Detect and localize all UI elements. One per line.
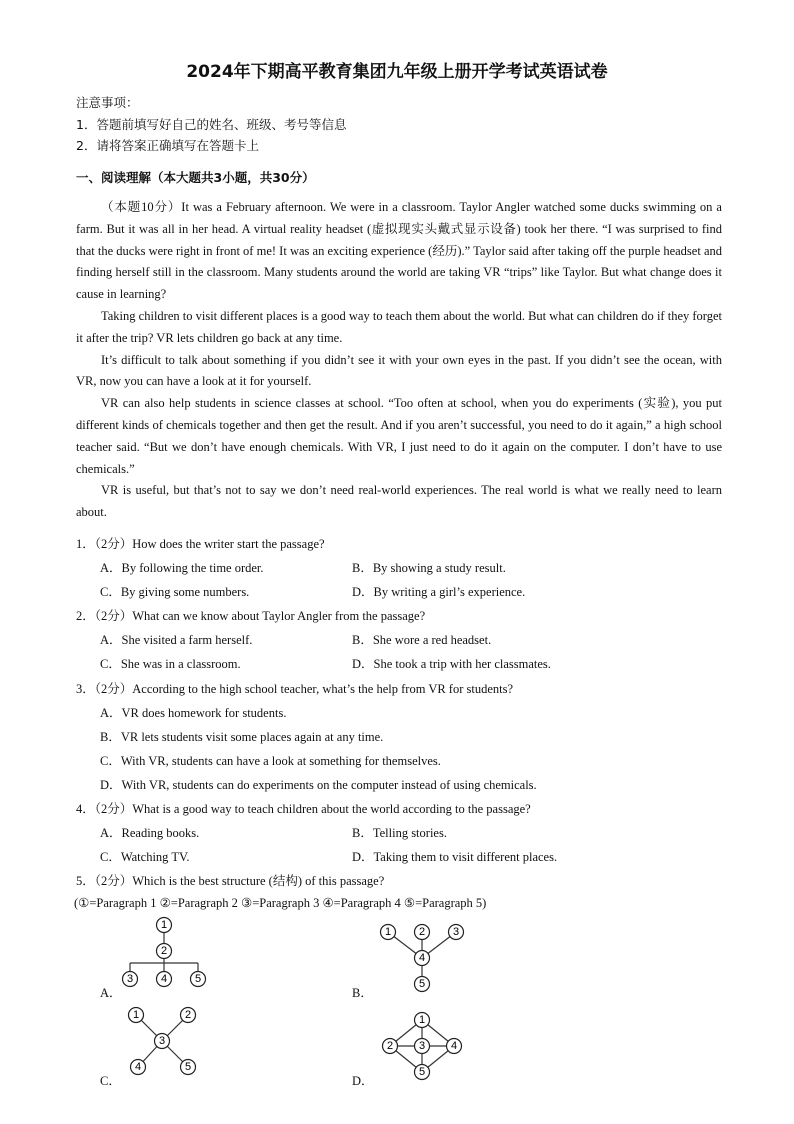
option-d[interactable]: D．She took a trip with her classmates. [352,657,551,671]
svg-text:1: 1 [418,1014,426,1026]
diagram-node [447,1039,462,1054]
option-c[interactable]: C．With VR, students can have a look at something for themselves. [100,754,441,768]
option-b[interactable]: B．She wore a red headset. [352,633,492,647]
diagram-node [415,977,430,992]
diagram-node [415,1013,430,1028]
option-b[interactable]: B．By showing a study result. [352,561,506,575]
notice-item: 1．答题前填写好自己的姓名、班级、考号等信息 [76,117,347,132]
diagram-node [415,1065,430,1080]
svg-text:2: 2 [160,945,168,957]
option-a[interactable]: A． [100,986,122,1000]
svg-text:5: 5 [418,978,426,990]
diagram-node [131,1060,146,1075]
svg-text:4: 4 [418,952,426,964]
paragraph-4: VR can also help students in science classes at school. “Too often at school, when you do experiments (实验), you put different kinds of chemicals together and then get the result. And if you aren’t successful, you need to do it again,” a high school teacher said. “But we don’t have enough chemicals. With VR, I just need to do it again on the computer. I don’t have to use chemicals.” [76,396,722,476]
svg-text:1: 1 [384,926,392,938]
option-b[interactable]: B．VR lets students visit some places again at any time. [100,730,384,744]
option-d[interactable]: D．With VR, students can do experiments on the computer instead of using chemicals. [100,778,537,792]
diagram-node [383,1039,398,1054]
diagram-node [123,972,138,987]
question-stem: 3．（2分）According to the high school teacher, what’s the help from VR for students? [76,682,514,696]
question-stem: 5．（2分）Which is the best structure (结构) of this passage? [76,874,385,888]
question-stem: 1．（2分）How does the writer start the passage? [76,537,325,551]
option-b[interactable]: B．Telling stories. [352,826,447,840]
option-c[interactable]: C．By giving some numbers. [100,585,250,599]
diagram-node [415,925,430,940]
notice-item: 2．请将答案正确填写在答题卡上 [76,138,259,153]
diagram-node [381,925,396,940]
option-a[interactable]: A．She visited a farm herself. [100,633,253,647]
diagram-node [415,1039,430,1054]
structure-diagram-d[interactable] [372,1010,472,1082]
svg-text:1: 1 [132,1009,140,1021]
diagram-node [155,1034,170,1049]
page-title: 2024年下期高平教育集团九年级上册开学考试英语试卷 [186,62,608,82]
option-b[interactable]: B． [352,986,373,1000]
svg-text:5: 5 [418,1066,426,1078]
svg-text:3: 3 [418,1040,426,1052]
diagram-node [449,925,464,940]
svg-text:2: 2 [386,1040,394,1052]
question-stem: 4．（2分）What is a good way to teach children about the world according to the passage? [76,802,531,816]
notice-heading: 注意事项： [76,95,139,110]
option-d[interactable]: D．By writing a girl’s experience. [352,585,526,599]
option-c[interactable]: C．She was in a classroom. [100,657,241,671]
option-a[interactable]: A．VR does homework for students. [100,706,287,720]
paragraph-3: It’s difficult to talk about something if you didn’t see it with your own eyes in the past. If you didn’t see the ocean, with VR, now you can have a look at it for yourself. [76,352,722,389]
svg-text:4: 4 [450,1040,458,1052]
option-d[interactable]: D．Taking them to visit different places. [352,850,558,864]
question-stem: 2．（2分）What can we know about Taylor Angler from the passage? [76,609,426,623]
svg-text:5: 5 [184,1061,192,1073]
paragraph-legend: (①=Paragraph 1 ②=Paragraph 2 ③=Paragraph 3 ④=Paragraph 4 ⑤=Paragraph 5) [74,896,487,910]
structure-diagram-b[interactable] [370,920,480,1000]
svg-text:2: 2 [418,926,426,938]
option-a[interactable]: A．By following the time order. [100,561,264,575]
diagram-node [415,951,430,966]
diagram-node [157,944,172,959]
reading-passage [76,197,722,524]
option-c[interactable]: C．Watching TV. [100,850,190,864]
diagram-node [181,1060,196,1075]
svg-text:2: 2 [184,1009,192,1021]
diagram-node [129,1008,144,1023]
option-a[interactable]: A．Reading books. [100,826,200,840]
option-c[interactable]: C． [100,1074,121,1088]
diagram-node [157,918,172,933]
svg-text:5: 5 [194,973,202,985]
diagram-node [191,972,206,987]
structure-diagram-a[interactable] [110,915,220,995]
section-heading: 一、阅读理解（本大题共3小题，共30分） [76,170,315,185]
svg-text:3: 3 [452,926,460,938]
svg-text:1: 1 [160,919,168,931]
paragraph-1: （本题10分）It was a February afternoon. We were in a classroom. Taylor Angler watched some ducks swimming on a farm. But it was all in her head. A virtual reality headset (虚拟现实头戴式显示设备) took her there. “I was surprised to find that the ducks were right in front of me! It was an exciting experience (经历).” Taylor said after taking off the purple headset and finding herself still in the classroom. Many students around the world are taking VR “trips” like Taylor. But what change does it cause in learning? [76,200,722,302]
paragraph-5: VR is useful, but that’s not to say we don’t need real-world experiences. The real world is what we really need to learn about. [76,483,722,520]
svg-text:4: 4 [160,973,168,985]
svg-text:3: 3 [158,1035,166,1047]
diagram-node [157,972,172,987]
svg-text:4: 4 [134,1061,142,1073]
option-d[interactable]: D． [352,1074,374,1088]
structure-diagram-c[interactable] [120,1003,210,1083]
paragraph-2: Taking children to visit different places is a good way to teach them about the world. But what can children do if they forget it after the trip? VR lets children go back at any time. [76,308,722,345]
svg-text:3: 3 [126,973,134,985]
diagram-node [181,1008,196,1023]
